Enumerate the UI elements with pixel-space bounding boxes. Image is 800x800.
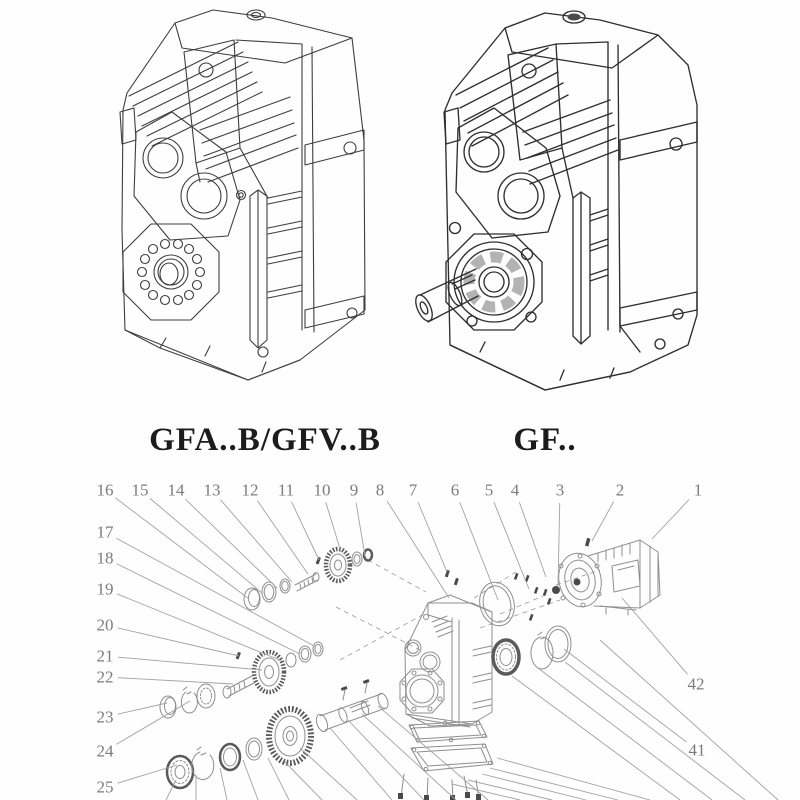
leader-line-part-9 bbox=[356, 503, 365, 556]
part-number-17: 17 bbox=[96, 522, 114, 542]
output-bearing-set bbox=[493, 626, 571, 674]
leader-line-part-8 bbox=[387, 501, 449, 598]
flange-bolts bbox=[445, 538, 591, 621]
part-number-18: 18 bbox=[96, 548, 114, 568]
part-number-41: 41 bbox=[688, 740, 706, 760]
part-number-3: 3 bbox=[555, 480, 565, 500]
part-number-14: 14 bbox=[167, 480, 185, 500]
part-number-22: 22 bbox=[96, 667, 114, 687]
leader-line-part-21 bbox=[118, 657, 262, 670]
cropped-leader-lines bbox=[166, 640, 778, 800]
part-number-12: 12 bbox=[241, 480, 259, 500]
housing bbox=[400, 595, 492, 727]
part-number-21: 21 bbox=[96, 646, 114, 666]
part-number-42: 42 bbox=[687, 674, 705, 694]
leader-line-part-2 bbox=[592, 501, 614, 541]
part-number-23: 23 bbox=[96, 707, 114, 727]
part-number-8: 8 bbox=[375, 480, 385, 500]
leader-line-part-19 bbox=[117, 594, 282, 661]
part-number-20: 20 bbox=[96, 615, 114, 635]
part-number-16: 16 bbox=[96, 480, 114, 500]
part-number-10: 10 bbox=[313, 480, 331, 500]
part-number-4: 4 bbox=[510, 480, 520, 500]
leader-line-part-11 bbox=[292, 502, 319, 560]
part-number-19: 19 bbox=[96, 579, 114, 599]
part-number-11: 11 bbox=[277, 480, 295, 500]
part-number-9: 9 bbox=[349, 480, 359, 500]
leader-line-part-42 bbox=[622, 598, 688, 674]
leader-line-part-22 bbox=[118, 678, 233, 684]
part-number-25: 25 bbox=[96, 777, 114, 797]
part-number-5: 5 bbox=[484, 480, 494, 500]
model-label-gfab: GFA..B/GFV..B bbox=[149, 422, 381, 458]
cover-bolts bbox=[398, 774, 481, 800]
gearbox-drawing-gfab bbox=[120, 10, 365, 380]
leader-line-part-1 bbox=[652, 499, 689, 539]
leader-line-part-18 bbox=[117, 564, 300, 654]
model-label-gf: GF.. bbox=[513, 422, 577, 458]
leader-line-part-20 bbox=[118, 628, 239, 656]
leader-line-part-24 bbox=[116, 701, 190, 744]
input-shaft-parts bbox=[244, 549, 372, 610]
leader-line-part-7 bbox=[418, 502, 447, 572]
part-number-6: 6 bbox=[450, 480, 460, 500]
part-number-13: 13 bbox=[203, 480, 221, 500]
leader-line-part-12 bbox=[257, 501, 308, 574]
gearbox-drawing-gf bbox=[412, 11, 697, 390]
part-number-7: 7 bbox=[408, 480, 418, 500]
leader-line-part-15 bbox=[150, 498, 262, 593]
part-number-2: 2 bbox=[615, 480, 625, 500]
part-number-15: 15 bbox=[131, 480, 149, 500]
leader-line-part-4 bbox=[519, 502, 546, 577]
leader-line-part-10 bbox=[326, 502, 341, 552]
leader-line-part-6 bbox=[460, 502, 498, 600]
leader-line-part-13 bbox=[221, 500, 292, 582]
motor bbox=[554, 540, 660, 615]
part-number-1: 1 bbox=[693, 480, 703, 500]
part-number-24: 24 bbox=[96, 741, 114, 761]
housing-gaskets bbox=[409, 721, 493, 771]
